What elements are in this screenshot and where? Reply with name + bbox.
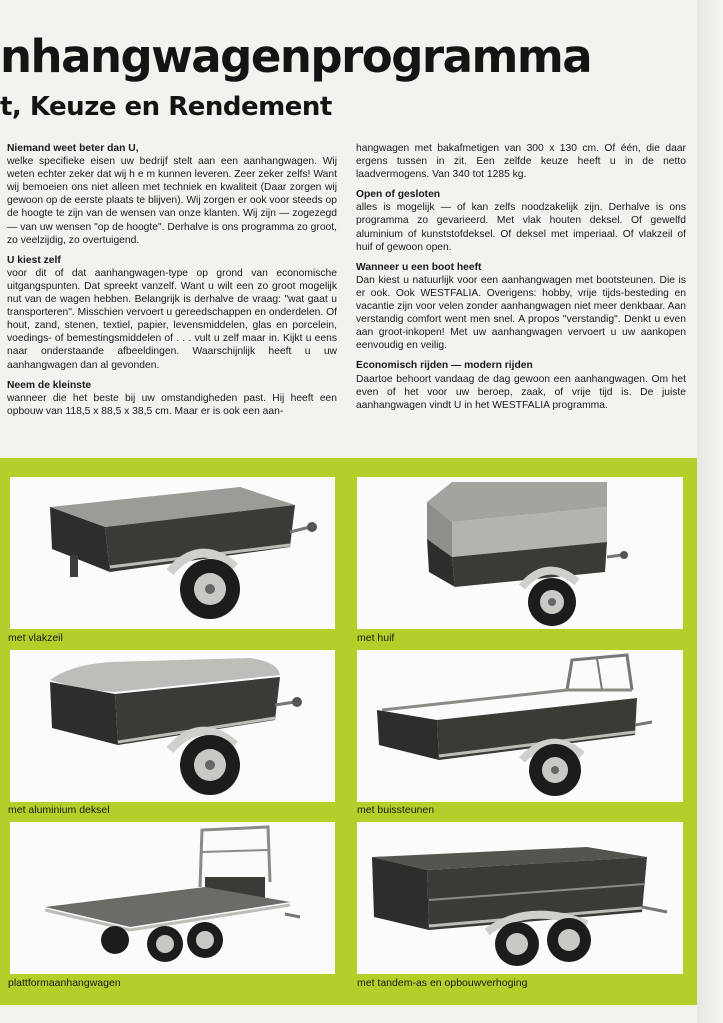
section-body: wanneer die het beste bij uw omstandigheden past. Hij heeft een opbouw van 118,5 x 88,5 x 38,5 cm. Maar er is ook een aan- — [7, 392, 337, 417]
section-body: alles is mogelijk — of kan zelfs noodzakelijk zijn. Derhalve is ons programma zo gevarieerd. Met vlak houten deksel. Of gewelfd aluminium of kunststofdeksel. Of deksel met imperiaal. Of vlakzeil of huif of gewoon open. — [356, 202, 686, 253]
trailer-tandem-axle-illustration — [357, 822, 683, 974]
photo-caption: met huif — [357, 632, 395, 644]
trailer-canopy-illustration — [357, 477, 683, 629]
section-heading: Economisch rijden — modern rijden — [356, 360, 533, 372]
trailer-tube-supports-illustration — [357, 650, 683, 802]
page-subtitle: t, Keuze en Rendement — [0, 92, 332, 122]
page-title: nhangwagenprogramma — [0, 30, 592, 83]
trailer-photo-flat-cover — [10, 477, 335, 629]
section-heading: Niemand weet beter dan U, — [7, 143, 139, 154]
left-text-column — [7, 142, 337, 425]
section-body: Daartoe behoort vandaag de dag gewoon een aanhangwagen. Om het even of het voor uw beroep, zaak, of vrije tijd is. De juiste aanhangwagen vindt U in het WESTFALIA programma. — [356, 373, 686, 411]
trailer-photo-tandem-axle — [357, 822, 683, 974]
section — [356, 188, 686, 253]
section — [356, 261, 686, 353]
section-body: voor dit of dat aanhangwagen-type op grond van economische uitgangspunten. Dat spreekt vanzelf. Want u wilt een zo groot mogelijk nut van de wagen hebben. Belangrijk is derhalve de vraag: "wat gaat u transporteren". Misschien vervoert u gereedschappen en onderdelen. Of hout, zand, stenen, textiel, papier, levensmiddelen, glas en porcelein, voedings- of bemestingsmiddelen of . . . vult u zelf maar in. Kijkt u eens naar onderstaande afbeeldingen. Waarschijnlijk heeft u uw aanhangwagen dan al gevonden. — [7, 267, 337, 371]
trailer-photo-aluminium-lid — [10, 650, 335, 802]
trailer-photo-platform — [10, 822, 335, 974]
section-heading: Open of gesloten — [356, 189, 441, 201]
section-heading: Wanneer u een boot heeft — [356, 261, 482, 273]
trailer-aluminium-lid-illustration — [10, 650, 335, 802]
section-heading: Neem de kleinste — [7, 379, 92, 391]
section — [356, 359, 686, 411]
section — [356, 142, 686, 181]
trailer-platform-illustration — [10, 822, 335, 974]
photo-caption: plattformaanhangwagen — [8, 977, 121, 989]
trailer-photo-canopy — [357, 477, 683, 629]
trailer-flat-cover-illustration — [10, 477, 335, 629]
section-body: Dan kiest u natuurlijk voor een aanhangwagen met bootsteunen. Die is er ook. Ook WESTFALIA. Overigens: hobby, vrije tijds-besteding en vacantie zijn voor velen zonder aanhangwagen niet meer denkbaar. Aan verstandig comfort went men snel. A propos "verstandig". Denkt u even aan groot-inkopen! Met uw aanhangwagen vervoert u uw aankopen eenvoudig en veilig. — [356, 274, 686, 352]
section-body: welke specifieke eisen uw bedrijf stelt aan een aanhangwagen. Wij weten echter zeker dat wij h e m kunnen leveren. Zeer zeker zelfs! Want wij bemoeien ons niet alleen met techniek en kwaliteit (Daar zorgen wij gewoon op de eerste plaats te blijven). Wij zorgen er ook voor steeds op de hoogte te zijn van de wensen van onze klanten. Wij zijn — zogezegd — van uw wensen "op de hoogte". Derhalve is ons programma zo groot, zo veelzijdig, zo overtuigend. — [7, 156, 337, 246]
right-text-column — [356, 142, 686, 419]
photo-caption: met aluminium deksel — [8, 804, 110, 816]
section — [7, 254, 337, 372]
section — [7, 142, 337, 247]
photo-caption: met buissteunen — [357, 804, 435, 816]
photo-caption: met vlakzeil — [8, 632, 63, 644]
page-edge — [697, 0, 723, 1023]
trailer-photo-tube-supports — [357, 650, 683, 802]
photo-caption: met tandem-as en opbouwverhoging — [357, 977, 528, 989]
section-heading: U kiest zelf — [7, 254, 61, 266]
section — [7, 379, 337, 418]
section-body: hangwagen met bakafmetigen van 300 x 130 cm. Of één, die daar ergens tussen in zit. Een zelfde keuze heeft u in de netto laadvermogens. Van 340 tot 1285 kg. — [356, 143, 686, 181]
